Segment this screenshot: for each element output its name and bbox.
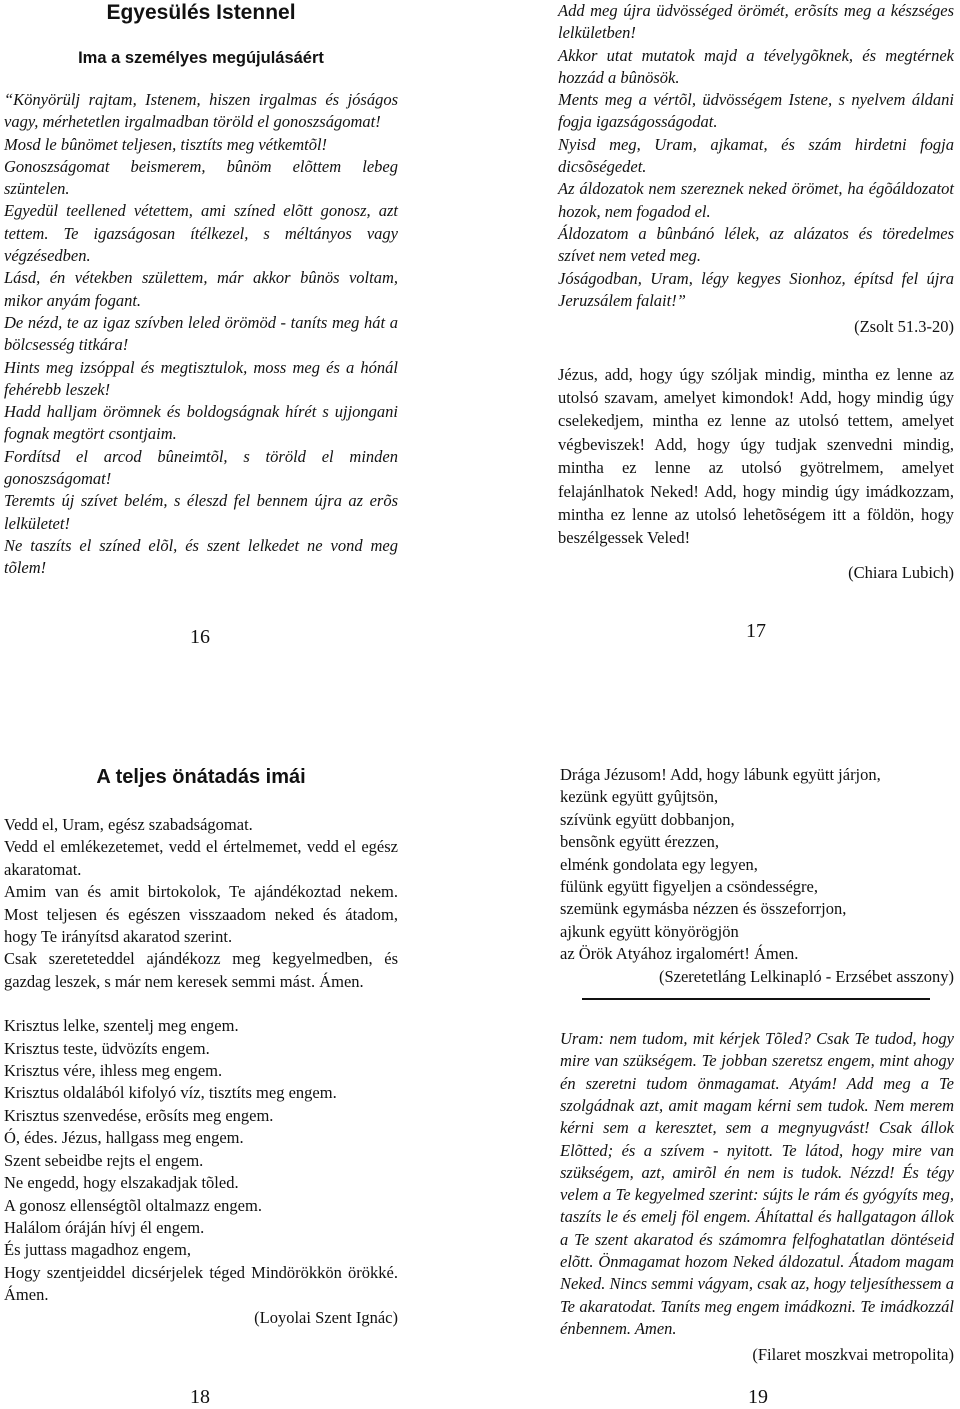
page-title: Egyesülés Istennel: [106, 1, 296, 24]
line: És juttass magadhoz engem,: [4, 1240, 191, 1260]
line: Krisztus vére, ihless meg engem.: [4, 1061, 223, 1081]
verse: Jóságodban, Uram, légy kegyes Sionhoz, építsd fel újra Jeruzsálem falait!”: [558, 268, 954, 310]
page-16-column: [4, 0, 398, 580]
psalm-reference: (Zsolt 51.3-20): [854, 317, 954, 337]
verse: De nézd, te az igaz szívben leled örömöd - taníts meg hát a bölcsesség titkára!: [4, 312, 398, 355]
verse: Mosd le bûnömet teljesen, tisztíts meg vétkemtõl!: [4, 134, 328, 154]
page-19-column: [560, 764, 954, 1367]
verse: Gonoszságomat beismerem, bûnöm elõttem lebeg szüntelen.: [4, 156, 398, 199]
line: A gonosz ellenségtõl oltalmazz engem.: [4, 1195, 262, 1215]
paragraph: Vedd el emlékezetemet, vedd el értelmemet, vedd el egész akaratomat.: [4, 837, 398, 879]
section-subtitle: Ima a személyes megújulásáért: [78, 49, 324, 67]
paragraph: Vedd el, Uram, egész szabadságomat.: [4, 815, 253, 834]
page-number: 16: [190, 626, 210, 648]
psalm-text-continued: [558, 0, 954, 312]
verse: Nyisd meg, Uram, ajkamat, és szám hirdetni fogja dicsõségedet.: [558, 134, 954, 177]
line: Ne engedd, hogy elszakadjak tõled.: [4, 1173, 239, 1193]
line: Hogy szentjeiddel dicsérjelek téged Mindörökkön örökké. Ámen.: [4, 1262, 398, 1305]
line: bensõnk együtt érezzen,: [560, 832, 719, 852]
line: szívünk együtt dobbanjon,: [560, 809, 735, 829]
page-18-column: [4, 764, 398, 1329]
line: Drága Jézusom! Add, hogy lábunk együtt járjon,: [560, 765, 881, 784]
line: elménk gondolata egy legyen,: [560, 854, 758, 874]
line: szemünk egymásba nézzen és összeforrjon,: [560, 899, 847, 919]
line: kezünk együtt gyûjtsön,: [560, 787, 719, 807]
page-number: 18: [190, 1386, 210, 1408]
verse: Ne taszíts el színed elõl, és szent lelkedet ne vond meg tõlem!: [4, 535, 398, 578]
line: az Örök Atyához irgalomért! Ámen.: [560, 944, 799, 964]
line: Krisztus oldalából kifolyó víz, tisztíts meg engem.: [4, 1083, 337, 1103]
verse: Akkor utat mutatok majd a tévelygõknek, és megtérnek hozzád a bûnösök.: [558, 45, 954, 87]
line: Szent sebeidbe rejts el engem.: [4, 1150, 204, 1170]
line: Krisztus szenvedése, erõsíts meg engem.: [4, 1105, 274, 1125]
verse: Egyedül teellened vétettem, ami színed elõtt gonosz, azt tettem. Te igazságosan ítélkezel, s méltányos vagy végzésedben.: [4, 201, 398, 266]
paragraph: Csak szereteteddel ajándékozz meg kegyelmedben, és gazdag leszek, s már nem keresek semmi mást. Ámen.: [4, 949, 398, 991]
verse: Hints meg izsóppal és megtisztulok, moss meg és a hónál fehérebb leszek!: [4, 357, 398, 399]
verse: Fordítsd el arcod bûneimtõl, s töröld el minden gonoszságomat!: [4, 446, 398, 489]
section-title: A teljes önátadás imái: [96, 766, 306, 788]
line: fülünk együtt figyeljen a csöndességre,: [560, 877, 818, 897]
verse: “Könyörülj rajtam, Istenem, hiszen irgalmas és jóságos vagy, mérhetetlen irgalmadban töröld el gonoszságomat!: [4, 90, 398, 132]
verse: Ments meg a vértõl, üdvösségem Istene, s nyelvem áldani fogja igazságosságodat.: [558, 90, 954, 132]
italic-prayer: Uram: nem tudom, mit kérjek Tõled? Csak Te tudod, hogy mire van szükségem. Te jobban szeretsz engem, mint ahogy én szeretni tudom önmagamat. Atyám! Add meg a Te szolgádnak azt, amit magam kérni sem tudok. Nem merem kérni sem a keresztet, sem a megnyugvást! Csak állok Elõtted; és a szívem - nyitott. Te látod, hogy mire van szükségem, azt, amirõl én nem is tudok. Nézzd! És tégy velem a Te kegyelmed szerint: sújts le rám és gyógyíts meg, taszíts le és emelj föl engem. Áhítattal és hallgatagon állok a Te szent akaratod és számomra felfoghatatlan döntéseid elõtt. Önmagamat hozom Neked áldozatul. Átadom magam Neked. Nincs semmi vágyam, csak az, hogy teljesíthessem a Te akaratodat. Taníts meg engem imádkozni. Te imádkozzál énbennem. Amen.: [560, 1029, 954, 1338]
page-number: 19: [748, 1386, 768, 1408]
verse: Teremts új szívet belém, s éleszd fel bennem újra az erõs lelkületet!: [4, 491, 398, 533]
line: Krisztus teste, üdvözíts engem.: [4, 1038, 210, 1058]
psalm-text: [4, 89, 398, 580]
prayer-lines: [560, 764, 954, 966]
attribution: (Chiara Lubich): [848, 562, 954, 582]
paragraph: Amim van és amit birtokolok, Te ajándékoztad nekem. Most teljesen és egészen visszaadom neked és átadom, hogy Te irányítsd akaratod szerint.: [4, 882, 398, 947]
prayer-block: [4, 814, 398, 993]
verse: Hadd halljam örömnek és boldogságnak hírét s ujjongani fognak megtört csontjaim.: [4, 402, 398, 444]
anima-christi: [4, 1015, 398, 1306]
line: Halálom óráján hívj él engem.: [4, 1217, 205, 1237]
line: Ó, édes. Jézus, hallgass meg engem.: [4, 1128, 244, 1148]
verse: Áldozatom a bûnbánó lélek, az alázatos és töredelmes szívet nem veted meg.: [558, 223, 954, 266]
attribution: (Filaret moszkvai metropolita): [752, 1345, 954, 1365]
page-17-column: [558, 0, 954, 584]
verse: Az áldozatok nem szereznek neked örömet, ha égõáldozatot hozok, nem fogadod el.: [558, 179, 954, 221]
line: ajkunk együtt könyörögjön: [560, 921, 739, 941]
verse: Lásd, én vétekben születtem, már akkor bûnös voltam, mikor anyám fogant.: [4, 268, 398, 310]
line: Krisztus lelke, szentelj meg engem.: [4, 1016, 239, 1036]
verse: Add meg újra üdvösséged örömét, erõsíts meg a készséges lelkületben!: [558, 1, 954, 43]
attribution: (Szeretetláng Lelkinapló - Erzsébet asszony): [658, 966, 954, 986]
page-number: 17: [746, 620, 766, 642]
attribution: (Loyolai Szent Ignác): [254, 1307, 398, 1327]
prayer-text: Jézus, add, hogy úgy szóljak mindig, mintha ez lenne az utolsó szavam, amelyet kimondok! Add, hogy mindig úgy cselekedjem, mintha ez lenne az utolsó tettem, amelyet végbeviszek! Add, hogy úgy tudjak szenvedni mindig, mintha ez lenne az utolsó gyötrelmem, amelyet felajánlhatok Neked! Add, hogy mindig úgy imádkozzam, mintha ez lenne az utolsó lehetõségem itt a földön, hogy beszélgessek Veled!: [558, 364, 954, 548]
separator-line: [582, 998, 930, 1000]
